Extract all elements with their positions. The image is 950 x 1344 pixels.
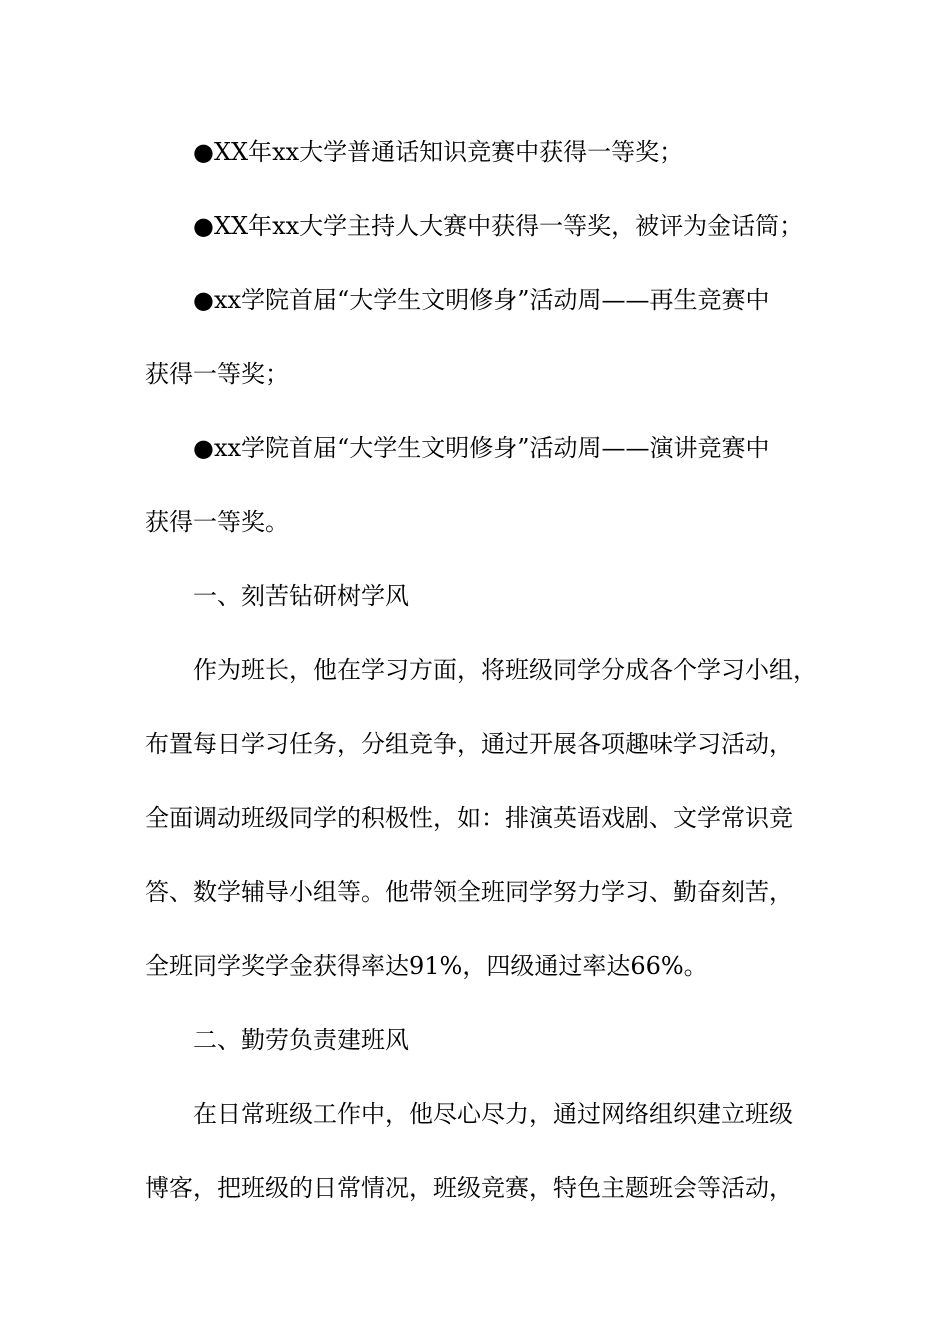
section-heading-2: 二、勤劳负责建班风 [193,1026,409,1054]
award-item-3: ●xx学院首届“大学生文明修身”活动周——再生竞赛中 [193,286,770,314]
paragraph-line: 作为班长，他在学习方面，将班级同学分成各个学习小组， [193,656,817,684]
paragraph-line: 全面调动班级同学的积极性，如：排演英语戏剧、文学常识竞 [145,804,793,832]
paragraph-line: 布置每日学习任务，分组竞争，通过开展各项趣味学习活动， [145,730,793,758]
paragraph-line: 答、数学辅导小组等。他带领全班同学努力学习、勤奋刻苦， [145,878,793,906]
paragraph-line: 全班同学奖学金获得率达91%，四级通过率达66%。 [145,952,708,980]
award-item-4-continued: 获得一等奖。 [145,508,289,536]
award-item-1: ●XX年xx大学普通话知识竞赛中获得一等奖； [193,138,684,166]
award-item-4: ●xx学院首届“大学生文明修身”活动周——演讲竞赛中 [193,434,770,462]
paragraph-line: 博客，把班级的日常情况，班级竞赛，特色主题班会等活动， [145,1174,793,1202]
paragraph-line: 在日常班级工作中，他尽心尽力，通过网络组织建立班级 [193,1100,793,1128]
award-item-3-continued: 获得一等奖； [145,360,289,388]
award-item-2: ●XX年xx大学主持人大赛中获得一等奖，被评为金话筒； [193,212,804,240]
section-heading-1: 一、刻苦钻研树学风 [193,582,409,610]
